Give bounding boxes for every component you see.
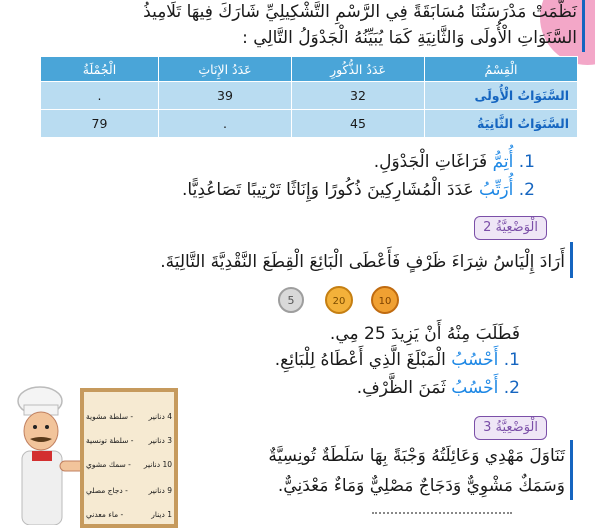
situation-2-ask: فَطَلَبَ مِنْهُ أَنْ يَزِيدَ 25 مِي. <box>329 324 520 344</box>
task-number: 2. <box>518 180 535 200</box>
menu-board <box>80 388 178 528</box>
task-number: 1. <box>503 350 520 370</box>
svg-text:5: 5 <box>287 294 295 307</box>
svg-text:10: 10 <box>378 296 392 307</box>
task-line <box>374 150 535 174</box>
menu-price: 10 دنانير <box>143 460 172 469</box>
situation-2-text: أَرَادَ إِلْيَاسُ شِرَاءَ ظَرْفٍ فَأَعْطَى الْبَائِعَ الْقِطَعَ النَّقْدِيَّةَ التَّالِيَةَ. <box>160 252 565 272</box>
coin-5-icon <box>279 288 303 312</box>
menu-item: - سلطة تونسية <box>86 436 134 445</box>
situation-3-badge: الْوَضْعِيَّةُ 3 <box>474 416 547 440</box>
task-text: ثَمَنَ الظَّرْفِ. <box>356 378 452 398</box>
task-verb: أُتِمُّ <box>492 152 514 172</box>
task-text: فَرَاغَاتِ الْجَدْوَلِ. <box>373 152 493 172</box>
row-label: السَّنَوَاتُ الْأُولَى <box>425 82 578 110</box>
section-bar <box>570 242 573 278</box>
header-total: الْجُمْلَةُ <box>41 57 159 82</box>
task-line <box>275 348 520 372</box>
situation-2-badge: الْوَضْعِيَّةُ 2 <box>474 216 547 240</box>
menu-price: 9 دنانير <box>148 486 172 495</box>
table-row <box>41 82 578 110</box>
svg-text:20: 20 <box>332 296 346 307</box>
menu-price: 3 دنانير <box>148 436 172 445</box>
task-text: عَدَدَ الْمُشَارِكِينَ ذُكُورًا وَإِنَاثًا تَرْتِيبًا تَصَاعُدِيًّا. <box>182 180 479 200</box>
situation-3-line-2: وَسَمَكٌ مَشْوِيٌّ وَدَجَاجٌ مَصْلِيٌّ وَمَاءٌ مَعْدَنِيٌّ. <box>277 476 565 496</box>
table-row <box>41 110 578 138</box>
menu-price: 4 دنانير <box>148 412 172 421</box>
task-number: 2. <box>503 378 520 398</box>
cell-total: . <box>41 82 159 110</box>
cell-girls: . <box>159 110 292 138</box>
header-section: الْقِسْمُ <box>425 57 578 82</box>
cell-girls: 39 <box>159 82 292 110</box>
menu-item: - ماء معدني <box>86 510 124 519</box>
menu-item: - دجاج مصلي <box>86 486 128 495</box>
coin-10-icon <box>372 287 398 313</box>
header-girls: عَدَدُ الإِنَاثِ <box>159 57 292 82</box>
section-bar <box>582 0 585 52</box>
task-verb: أَحْسُبُ <box>451 378 499 398</box>
task-number: 1. <box>518 152 535 172</box>
menu-item: - سمك مشوي <box>86 460 131 469</box>
menu-item: - سلطة مشوية <box>86 412 134 421</box>
cell-boys: 45 <box>292 110 425 138</box>
partial-text-line <box>372 512 512 520</box>
coins-row <box>275 283 405 317</box>
results-table <box>40 56 578 138</box>
table-header-row <box>41 57 578 82</box>
row-label: السَّنَوَاتُ الثَّانِيَةُ <box>425 110 578 138</box>
task-verb: أَحْسُبُ <box>451 350 499 370</box>
cell-boys: 32 <box>292 82 425 110</box>
menu-price: 1 دينار <box>151 510 172 519</box>
task-verb: أُرَتِّبُ <box>479 180 514 200</box>
cell-total: 79 <box>41 110 159 138</box>
header-boys: عَدَدُ الذُّكُورِ <box>292 57 425 82</box>
task-line <box>182 178 535 202</box>
coin-20-icon <box>326 287 352 313</box>
intro-line-1: نَظَّمَتْ مَدْرَسَتُنَا مُسَابَقَةً فِي الرَّسْمِ التَّشْكِيلِيِّ شَارَكَ فِيهَا تَلَامِيذُ <box>143 2 577 22</box>
situation-3-line-1: تَنَاوَلَ مَهْدِي وَعَائِلَتُهُ وَجْبَةً بِهَا سَلَطَةٌ تُونِسِيَّةٌ <box>268 446 565 466</box>
task-line <box>357 376 520 400</box>
section-bar <box>570 440 573 500</box>
task-text: الْمَبْلَغَ الَّذِي أَعْطَاهُ لِلْبَائِعِ. <box>274 350 452 370</box>
intro-line-2: السَّنَوَاتِ الْأُولَى وَالثَّانِيَةِ كَمَا يُبَيِّنُهُ الْجَدْوَلُ التَّالِي : <box>242 28 577 48</box>
